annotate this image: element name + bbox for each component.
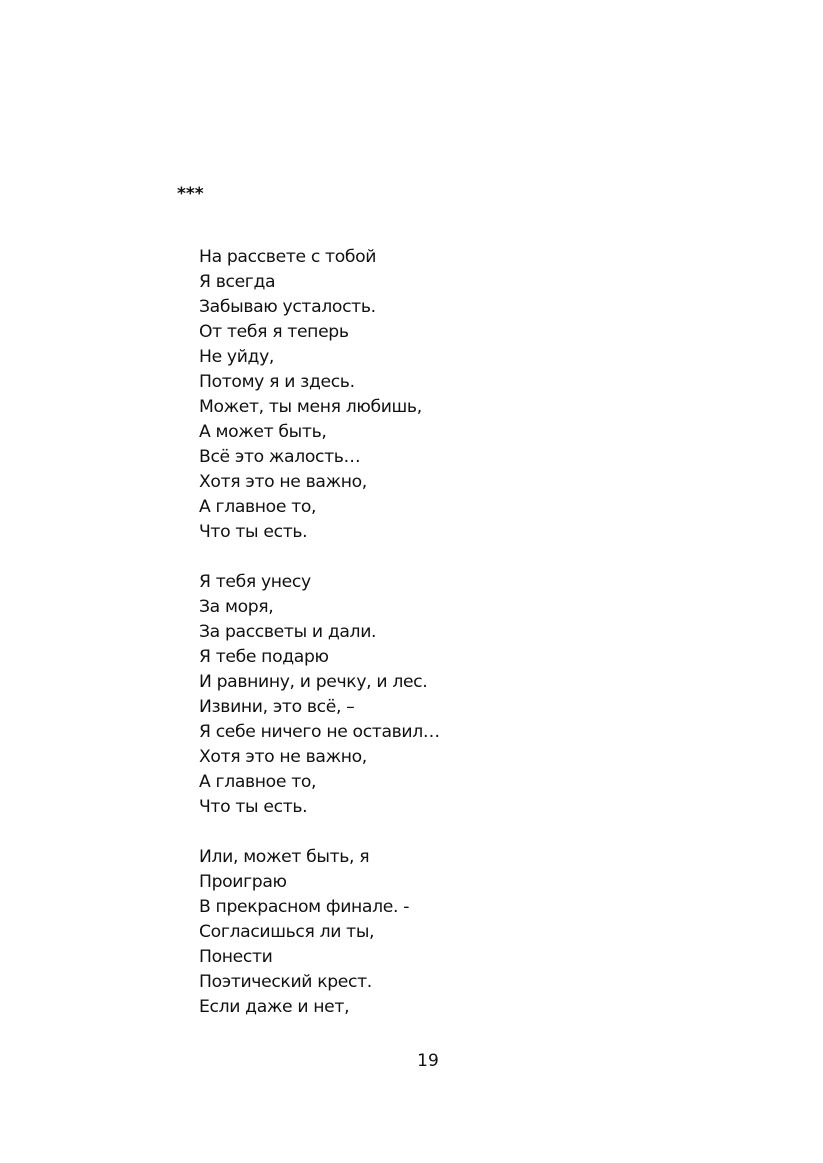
stanza-2 <box>199 570 619 820</box>
poem-line: Понести <box>199 947 273 967</box>
poem-line: Поэтический крест. <box>199 972 372 992</box>
poem-line: И равнину, и речку, и лес. <box>199 672 428 692</box>
poem-line: А главное то, <box>199 772 317 792</box>
poem-line: Я тебе подарю <box>199 647 329 667</box>
poem-line: Я тебя унесу <box>199 572 311 592</box>
page-number: 19 <box>417 1051 439 1071</box>
poem-line: Что ты есть. <box>199 797 308 817</box>
poem-line: Согласишься ли ты, <box>199 922 375 942</box>
poem-line: Всё это жалость… <box>199 447 361 467</box>
poem-line: Или, может быть, я <box>199 847 370 867</box>
poem-line: Хотя это не важно, <box>199 472 367 492</box>
poem-line: Извини, это всё, – <box>199 697 355 717</box>
stanza-1 <box>199 245 619 545</box>
poem-line: Хотя это не важно, <box>199 747 367 767</box>
poem <box>199 245 619 1045</box>
poem-line: Потому я и здесь. <box>199 372 355 392</box>
poem-line: За рассветы и дали. <box>199 622 377 642</box>
poem-line: От тебя я теперь <box>199 322 349 342</box>
stanza-3 <box>199 845 619 1020</box>
poem-line: Я себе ничего не оставил… <box>199 722 440 742</box>
poem-line: Я всегда <box>199 272 276 292</box>
poem-line: Если даже и нет, <box>199 997 350 1017</box>
poem-line: А главное то, <box>199 497 317 517</box>
poem-line: Проиграю <box>199 872 287 892</box>
poem-line: А может быть, <box>199 422 327 442</box>
poem-line: Забываю усталость. <box>199 297 376 317</box>
poem-line: Не уйду, <box>199 347 275 367</box>
poem-line: За моря, <box>199 597 274 617</box>
poem-line: На рассвете с тобой <box>199 247 377 267</box>
poem-line: В прекрасном финале. - <box>199 897 410 917</box>
poem-line: Что ты есть. <box>199 522 308 542</box>
section-separator: *** <box>177 184 204 204</box>
poem-line: Может, ты меня любишь, <box>199 397 422 417</box>
